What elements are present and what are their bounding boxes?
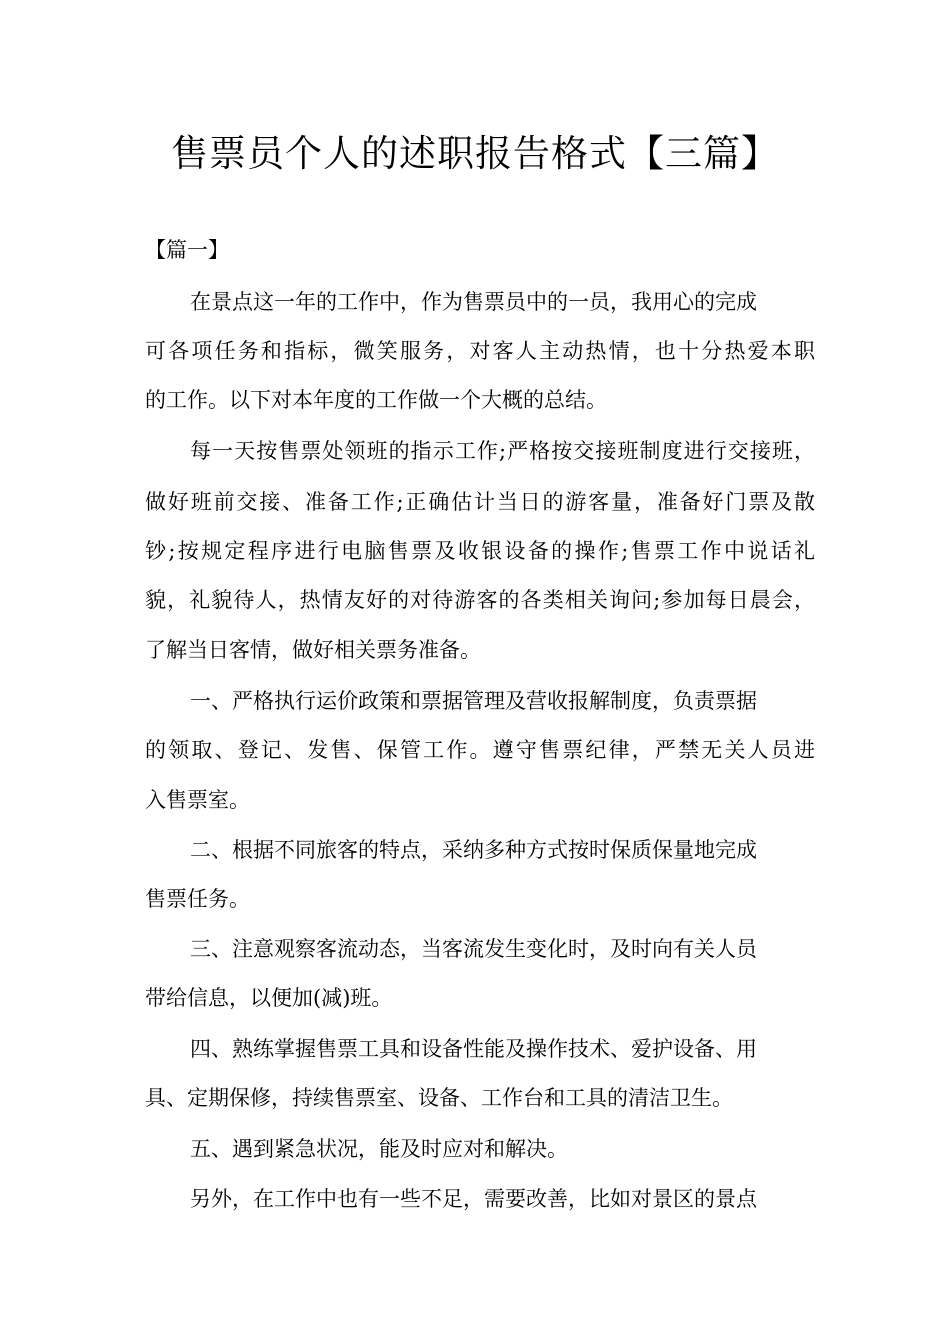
- paragraph-line: 可各项任务和指标，微笑服务，对客人主动热情，也十分热爱本职: [145, 339, 815, 363]
- paragraph-line: 售票任务。: [145, 887, 250, 911]
- section-heading: 【篇一】: [145, 238, 229, 262]
- paragraph-line: 了解当日客情，做好相关票务准备。: [145, 638, 481, 662]
- paragraph-line: 四、熟练掌握售票工具和设备性能及操作技术、爱护设备、用: [190, 1037, 757, 1061]
- paragraph-line: 五、遇到紧急状况，能及时应对和解决。: [190, 1137, 568, 1161]
- paragraph-line: 的工作。以下对本年度的工作做一个大概的总结。: [145, 388, 607, 412]
- paragraph-line: 在景点这一年的工作中，作为售票员中的一员，我用心的完成: [190, 290, 757, 314]
- document-title: 售票员个人的述职报告格式【三篇】: [171, 132, 779, 175]
- paragraph-line: 貌，礼貌待人，热情友好的对待游客的各类相关询问;参加每日晨会，: [145, 588, 815, 612]
- paragraph-line: 另外，在工作中也有一些不足，需要改善，比如对景区的景点: [190, 1187, 757, 1211]
- paragraph-line: 二、根据不同旅客的特点，采纳多种方式按时保质保量地完成: [190, 838, 757, 862]
- paragraph-line: 入售票室。: [145, 788, 250, 812]
- paragraph-line: 具、定期保修，持续售票室、设备、工作台和工具的清洁卫生。: [145, 1086, 733, 1110]
- paragraph-line: 带给信息，以便加(减)班。: [145, 986, 393, 1010]
- paragraph-line: 做好班前交接、准备工作;正确估计当日的游客量，准备好门票及散: [145, 490, 815, 514]
- paragraph-line: 三、注意观察客流动态，当客流发生变化时，及时向有关人员: [190, 937, 757, 961]
- paragraph-line: 一、严格执行运价政策和票据管理及营收报解制度，负责票据: [190, 689, 757, 713]
- paragraph-line: 的领取、登记、发售、保管工作。遵守售票纪律，严禁无关人员进: [145, 738, 815, 762]
- paragraph-line: 钞;按规定程序进行电脑售票及收银设备的操作;售票工作中说话礼: [145, 539, 815, 563]
- paragraph-line: 每一天按售票处领班的指示工作;严格按交接班制度进行交接班，: [190, 439, 815, 463]
